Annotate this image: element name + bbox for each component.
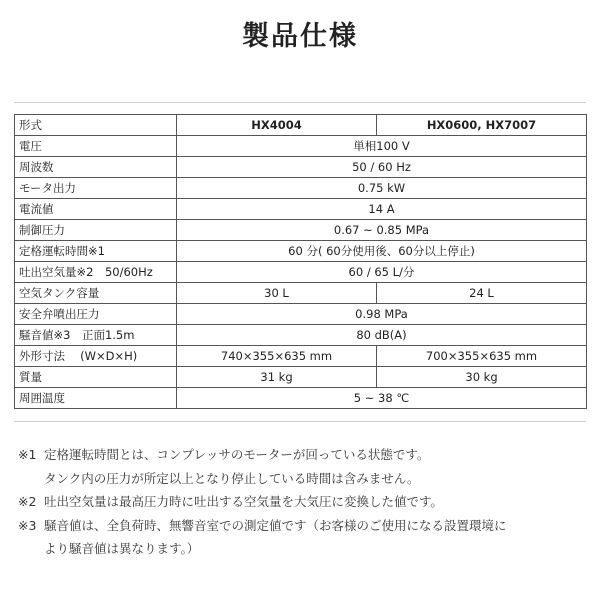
footnote [18, 443, 588, 490]
spec-value-model-b: 24 L [377, 283, 587, 304]
spec-label: 質量 [15, 367, 177, 388]
spec-label: 定格運転時間※1 [15, 241, 177, 262]
spec-value-model-b: 700×355×635 mm [377, 346, 587, 367]
spec-row [15, 136, 587, 157]
footnote-mark: ※1 [18, 447, 37, 462]
spec-row [15, 220, 587, 241]
model-b-header: HX0600, HX7007 [377, 115, 587, 136]
model-a-header: HX4004 [177, 115, 377, 136]
spec-label: 制御圧力 [15, 220, 177, 241]
spec-value-model-a: 740×355×635 mm [177, 346, 377, 367]
spec-value: 5 ~ 38 ℃ [177, 388, 587, 409]
page-title: 製品仕様 [242, 21, 358, 52]
footnote [18, 490, 588, 514]
spec-value: 0.67 ~ 0.85 MPa [177, 220, 587, 241]
spec-value: 50 / 60 Hz [177, 157, 587, 178]
spec-table [14, 114, 587, 409]
bottom-divider [14, 421, 586, 422]
spec-label: 周囲温度 [15, 388, 177, 409]
notes-section [18, 443, 588, 561]
spec-header-label: 形式 [15, 115, 177, 136]
spec-label: 吐出空気量※2 50/60Hz [15, 262, 177, 283]
spec-value-model-b: 30 kg [377, 367, 587, 388]
spec-header-row [15, 115, 587, 136]
spec-row [15, 178, 587, 199]
spec-row [15, 388, 587, 409]
footnote-mark: ※3 [18, 517, 37, 533]
spec-value-model-a: 31 kg [177, 367, 377, 388]
footnote-line: 定格運転時間とは、コンプレッサのモーターが回っている状態です。 [44, 447, 430, 462]
spec-row [15, 367, 587, 388]
spec-row [15, 157, 587, 178]
spec-value: 60 / 65 L/分 [177, 262, 587, 283]
spec-row [15, 325, 587, 346]
top-divider [14, 102, 586, 103]
spec-row [15, 346, 587, 367]
spec-value: 0.75 kW [177, 178, 587, 199]
spec-label: 騒音値※3 正面1.5m [15, 325, 177, 346]
spec-value: 80 dB(A) [177, 325, 587, 346]
spec-row [15, 283, 587, 304]
footnote-line: 吐出空気量は最高圧力時に吐出する空気量を大気圧に変換した値です。 [44, 494, 444, 509]
spec-label: 安全弁噴出圧力 [15, 304, 177, 325]
spec-label: 外形寸法 (W×D×H) [15, 346, 177, 367]
spec-row [15, 241, 587, 262]
footnote [18, 514, 588, 561]
spec-label: 電流値 [15, 199, 177, 220]
spec-row [15, 199, 587, 220]
spec-row [15, 304, 587, 325]
spec-value: 0.98 MPa [177, 304, 587, 325]
spec-value: 単相100 V [177, 136, 587, 157]
footnote-line: タンク内の圧力が所定以上となり停止している時間は含みません。 [44, 470, 420, 486]
footnote-mark: ※2 [18, 494, 37, 509]
spec-value: 60 分( 60分使用後、60分以上停止) [177, 241, 587, 262]
spec-value-model-a: 30 L [177, 283, 377, 304]
spec-label: 周波数 [15, 157, 177, 178]
spec-label: 空気タンク容量 [15, 283, 177, 304]
footnote-line: より騒音値は異なります。） [44, 541, 200, 556]
spec-row [15, 262, 587, 283]
spec-label: モータ出力 [15, 178, 177, 199]
spec-label: 電圧 [15, 136, 177, 157]
footnote-line: 騒音値は、全負荷時、無響音室での測定値です（お客様のご使用になる設置環境に [44, 517, 507, 533]
spec-value: 14 A [177, 199, 587, 220]
